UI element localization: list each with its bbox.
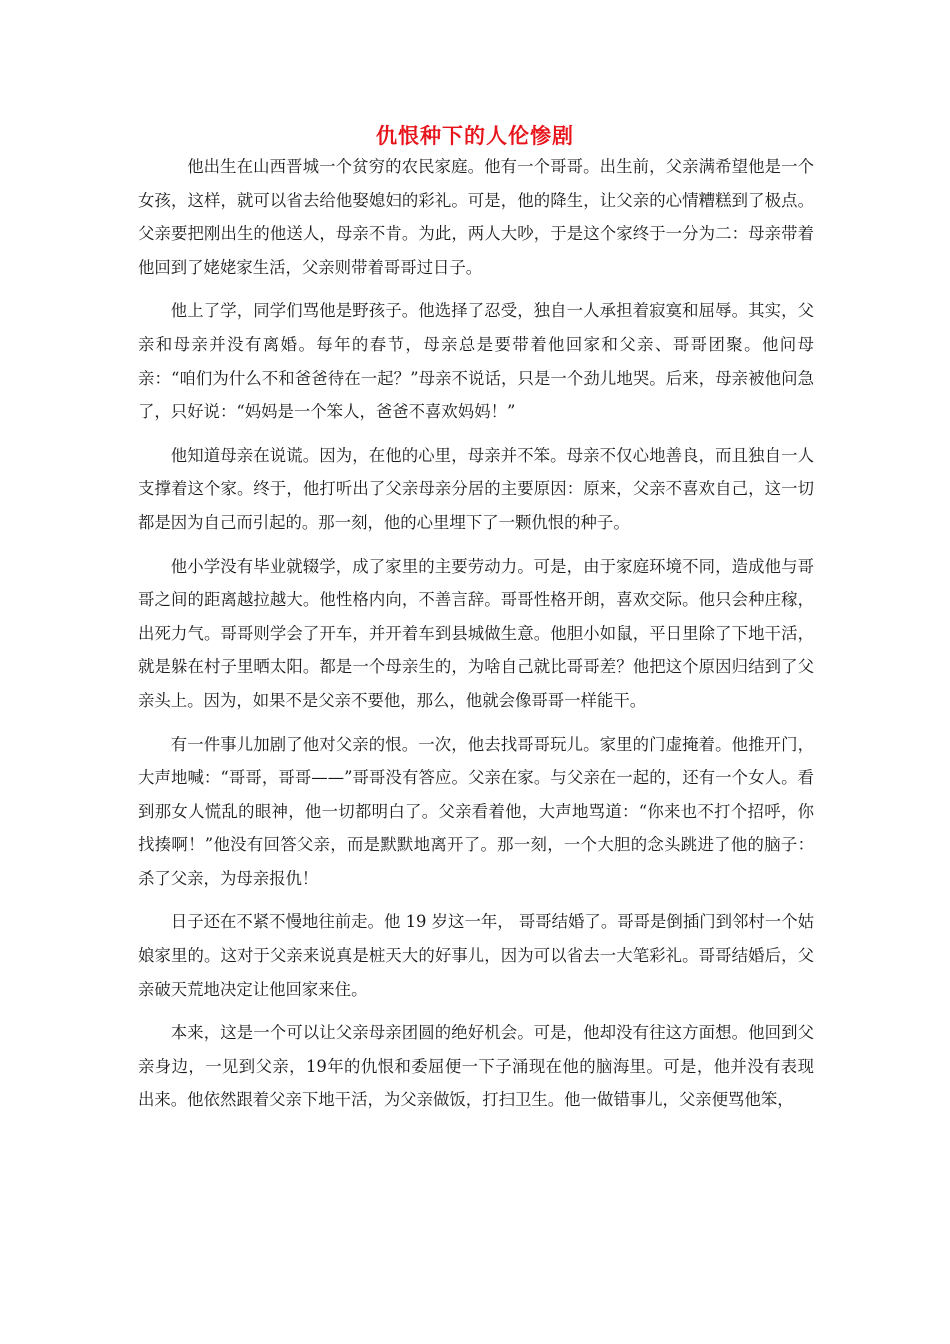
document-title: 仇恨种下的人伦惨剧 xyxy=(376,124,574,148)
document-body xyxy=(138,150,814,1117)
paragraph-3: 他知道母亲在说谎。因为，在他的心里，母亲并不笨。母亲不仅心地善良，而且独自一人支撑着这个家。终于，他打听出了父亲母亲分居的主要原因：原来，父亲不喜欢自己，这一切都是因为自己而引起的。那一刻，他的心里埋下了一颗仇恨的种子。 xyxy=(138,445,814,532)
paragraph-5: 有一件事儿加剧了他对父亲的恨。一次，他去找哥哥玩儿。家里的门虚掩着。他推开门，大声地喊：“哥哥，哥哥——”哥哥没有答应。父亲在家。与父亲在一起的，还有一个女人。看到那女人慌乱的眼神，他一切都明白了。父亲看着他，大声地骂道：“你来也不打个招呼，你找揍啊！”他没有回答父亲，而是默默地离开了。那一刻，一个大胆的念头跳进了他的脑子：杀了父亲，为母亲报仇！ xyxy=(138,734,814,888)
paragraph-4: 他小学没有毕业就辍学，成了家里的主要劳动力。可是，由于家庭环境不同，造成他与哥哥之间的距离越拉越大。他性格内向，不善言辞。哥哥性格开朗，喜欢交际。他只会种庄稼，出死力气。哥哥则学会了开车，并开着车到县城做生意。他胆小如鼠，平日里除了下地干活，就是躲在村子里晒太阳。都是一个母亲生的，为啥自己就比哥哥差？他把这个原因归结到了父亲头上。因为，如果不是父亲不要他，那么，他就会像哥哥一样能干。 xyxy=(138,556,814,710)
paragraph-1: 他出生在山西晋城一个贫穷的农民家庭。他有一个哥哥。出生前，父亲满希望他是一个女孩，这样，就可以省去给他娶媳妇的彩礼。可是，他的降生，让父亲的心情糟糕到了极点。父亲要把刚出生的他送人，母亲不肯。为此，两人大吵，于是这个家终于一分为二：母亲带着他回到了姥姥家生活，父亲则带着哥哥过日子。 xyxy=(138,157,814,277)
paragraph-7: 本来，这是一个可以让父亲母亲团圆的绝好机会。可是，他却没有往这方面想。他回到父亲身边，一见到父亲，19年的仇恨和委屈便一下子涌现在他的脑海里。可是，他并没有表现出来。他依然跟着父亲下地干活，为父亲做饭，打扫卫生。他一做错事儿，父亲便骂他笨， xyxy=(138,1023,814,1110)
paragraph-2: 他上了学，同学们骂他是野孩子。他选择了忍受，独自一人承担着寂寞和屈辱。其实，父亲和母亲并没有离婚。每年的春节，母亲总是要带着他回家和父亲、哥哥团聚。他问母亲：“咱们为什么不和爸爸待在一起？”母亲不说话，只是一个劲儿地哭。后来，母亲被他问急了，只好说：“妈妈是一个笨人，爸爸不喜欢妈妈！” xyxy=(138,301,814,422)
paragraph-6: 日子还在不紧不慢地往前走。他 19 岁这一年， 哥哥结婚了。哥哥是倒插门到邻村一个姑娘家里的。这对于父亲来说真是桩天大的好事儿，因为可以省去一大笔彩礼。哥哥结婚后，父亲破天荒地决定让他回家来住。 xyxy=(138,912,814,999)
